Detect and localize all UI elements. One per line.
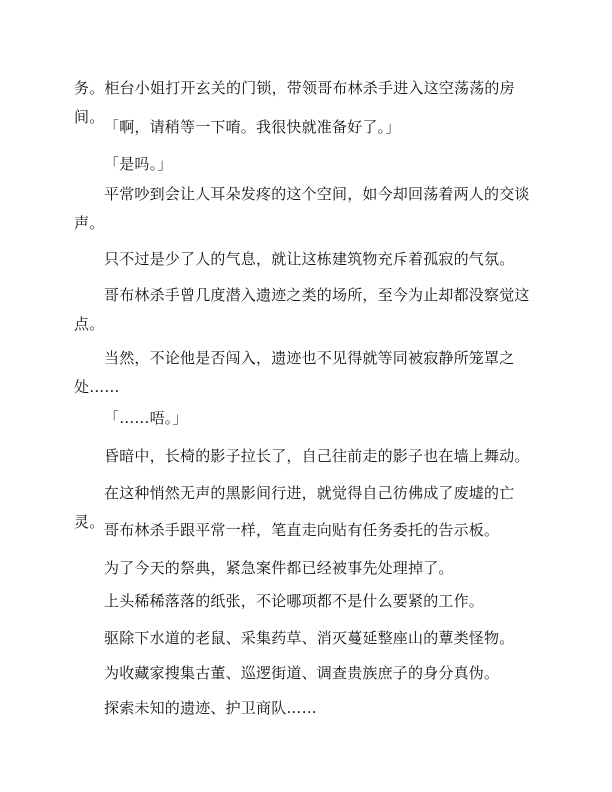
paragraph-15: 为收藏家搜集古董、巡逻街道、调查贵族庶子的身分真伪。 [104, 664, 500, 682]
paragraph-14: 驱除下水道的老鼠、采集药草、消灭蔓延整座山的蕈类怪物。 [104, 629, 515, 647]
paragraph-3: 「是吗。」 [104, 155, 173, 173]
paragraph-1: 务。柜台小姐打开玄关的门锁，带领哥布林杀手进入这空荡荡的房间。 [74, 79, 515, 126]
paragraph-2: 「啊，请稍等一下唷。我很快就准备好了。」 [104, 118, 401, 136]
paragraph-4: 平常吵到会让人耳朵发疼的这个空间，如今却回荡着两人的交谈声。 [74, 185, 530, 232]
paragraph-13: 上头稀稀落落的纸张，不论哪项都不是什么要紧的工作。 [104, 592, 485, 610]
paragraph-12: 为了今天的祭典，紧急案件都已经被事先处理掉了。 [104, 559, 454, 577]
paragraph-5: 只不过是少了人的气息，就让这栋建筑物充斥着孤寂的气氛。 [104, 250, 515, 268]
paragraph-16: 探索未知的遗迹、护卫商队…… [104, 699, 317, 717]
paragraph-9: 昏暗中，长椅的影子拉长了，自己往前走的影子也在墙上舞动。 [104, 447, 530, 465]
paragraph-6: 哥布林杀手曾几度潜入遗迹之类的场所，至今为止却都没察觉这点。 [74, 286, 530, 333]
paragraph-7: 当然，不论他是否闯入，遗迹也不见得就等同被寂静所笼罩之处…… [74, 349, 515, 396]
paragraph-8: 「……唔。」 [104, 409, 188, 427]
paragraph-11: 哥布林杀手跟平常一样，笔直走向贴有任务委托的告示板。 [104, 521, 500, 539]
paragraph-10: 在这种悄然无声的黑影间行进，就觉得自己彷佛成了废墟的亡灵。 [74, 484, 515, 531]
